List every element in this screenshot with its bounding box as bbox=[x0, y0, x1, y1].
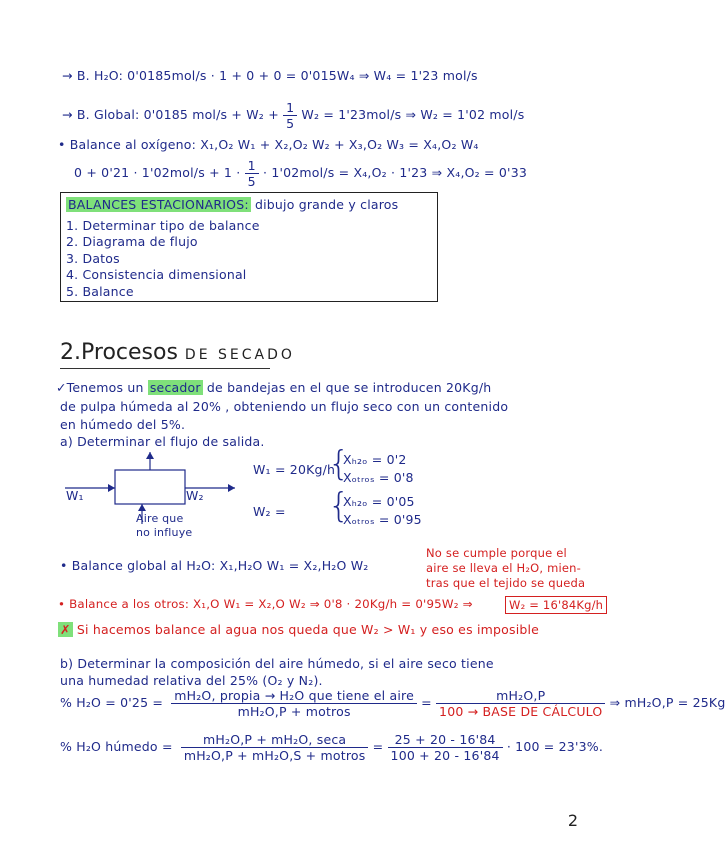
problem-text: ✓Tenemos un bbox=[56, 380, 144, 395]
eq-part: = bbox=[421, 695, 432, 710]
eq-part: W₂ = 1'23mol/s ⇒ W₂ = 1'02 mol/s bbox=[301, 107, 525, 122]
eq-part: ⇒ mH₂O,P = 25Kg bbox=[609, 695, 725, 710]
eq-part: % H₂O húmedo = bbox=[60, 739, 173, 754]
problem-question-a: a) Determinar el flujo de salida. bbox=[60, 434, 265, 449]
part-b-line: una humedad relativa del 25% (O₂ y N₂). bbox=[60, 673, 323, 688]
eq-part: 0 + 0'21 · 1'02mol/s + 1 · bbox=[74, 165, 241, 180]
page-number: 2 bbox=[567, 811, 578, 830]
problem-highlight: secador bbox=[149, 380, 201, 395]
balances-item: 1. Determinar tipo de balance bbox=[66, 218, 260, 233]
data-w1-h2o: Xₕ₂ₒ = 0'2 bbox=[343, 452, 407, 467]
eq-balance-oxigeno: • Balance al oxígeno: X₁,O₂ W₁ + X₂,O₂ W₂ + X₃,O₂ W₃ = X₄,O₂ W₄ bbox=[58, 137, 479, 152]
balance-otros-result: W₂ = 16'84Kg/h bbox=[505, 596, 607, 614]
problem-line bbox=[56, 380, 491, 395]
problem-line: en húmedo del 5%. bbox=[60, 417, 186, 432]
balances-item: 2. Diagrama de flujo bbox=[66, 234, 198, 249]
balance-h2o-line: • Balance global al H₂O: X₁,H₂O W₁ = X₂,H₂O W₂ bbox=[60, 558, 369, 573]
section-main: Procesos bbox=[81, 340, 178, 365]
agua-text: Si hacemos balance al agua nos queda que W₂ > W₁ y eso es imposible bbox=[76, 622, 540, 637]
problem-text: de bandejas en el que se introducen 20Kg/h bbox=[206, 380, 492, 395]
dryer-box bbox=[115, 470, 185, 504]
air-label-2: no influye bbox=[136, 526, 193, 539]
eq-part: = bbox=[372, 739, 384, 754]
fraction: $\frac{\text{mH₂O,P + mH₂O, seca}}{\text{mH₂O,P + mH₂O,S + motros}}$ bbox=[181, 732, 369, 763]
eq-balance-oxigeno-values bbox=[74, 158, 527, 189]
data-w1-otros: Xₒₜᵣₒₛ = 0'8 bbox=[343, 470, 414, 485]
fraction: $\frac{\text{mH₂O, propia → H₂O que tiene el aire}}{\text{mH₂O,P + motros}}$ bbox=[171, 688, 417, 719]
balances-heading bbox=[66, 197, 398, 212]
data-w2-h2o: Xₕ₂ₒ = 0'05 bbox=[343, 494, 415, 509]
eq-part: · 1'02mol/s = X₄,O₂ · 1'23 ⇒ X₄,O₂ = 0'33 bbox=[262, 165, 527, 180]
balances-heading-highlight: BALANCES ESTACIONARIOS: bbox=[68, 197, 249, 212]
section-rest: DE SECADO bbox=[184, 347, 295, 363]
cross-mark-icon: ✗ bbox=[60, 622, 71, 637]
data-w2: W₂ = bbox=[253, 504, 286, 519]
brace: { bbox=[328, 444, 350, 484]
title-underline bbox=[60, 368, 270, 369]
balance-otros-line: • Balance a los otros: X₁,O W₁ = X₂,O W₂ ⇒ 0'8 · 20Kg/h = 0'95W₂ ⇒ bbox=[58, 597, 473, 611]
note-line: tras que el tejido se queda bbox=[426, 576, 586, 590]
agua-line bbox=[58, 622, 539, 637]
eq-part: · 100 = 23'3%. bbox=[506, 739, 603, 754]
section-title bbox=[60, 340, 295, 365]
w1-label: W₁ bbox=[66, 488, 84, 503]
air-label: Aire que bbox=[136, 512, 184, 525]
brace: { bbox=[328, 486, 350, 526]
section-number: 2. bbox=[60, 340, 81, 365]
data-w1: W₁ = 20Kg/h bbox=[253, 462, 336, 477]
balances-item: 5. Balance bbox=[66, 284, 134, 299]
eq-part: % H₂O = 0'25 = bbox=[60, 695, 164, 710]
balances-item: 3. Datos bbox=[66, 251, 120, 266]
note-line: No se cumple porque el bbox=[426, 546, 567, 560]
eq-part: → B. Global: 0'0185 mol/s + W₂ + bbox=[62, 107, 279, 122]
fraction: $\frac{\text{mH₂O,P}}{\text{100 → BASE DE CÁLCULO}}$ bbox=[436, 688, 605, 719]
part-b-line: b) Determinar la composición del aire húmedo, si el aire seco tiene bbox=[60, 656, 494, 671]
w2-label: W₂ bbox=[186, 488, 204, 503]
balances-item: 4. Consistencia dimensional bbox=[66, 267, 247, 282]
balances-heading-rest: dibujo grande y claros bbox=[254, 197, 399, 212]
eq-balance-h2o: → B. H₂O: 0'0185mol/s · 1 + 0 + 0 = 0'015W₄ ⇒ W₄ = 1'23 mol/s bbox=[62, 68, 478, 83]
note-line: aire se lleva el H₂O, mien- bbox=[426, 561, 582, 575]
fraction: $\frac{1}{5}$ bbox=[245, 158, 259, 189]
eq-balance-global bbox=[62, 100, 524, 131]
problem-line: de pulpa húmeda al 20% , obteniendo un flujo seco con un contenido bbox=[60, 399, 509, 414]
fraction: $\frac{25 + 20 - 16'84}{100 + 20 - 16'84}$ bbox=[388, 732, 503, 763]
eq-humidity-1 bbox=[60, 688, 725, 719]
eq-humidity-2 bbox=[60, 732, 603, 763]
data-w2-otros: Xₒₜᵣₒₛ = 0'95 bbox=[343, 512, 422, 527]
fraction: $\frac{1}{5}$ bbox=[283, 100, 297, 131]
